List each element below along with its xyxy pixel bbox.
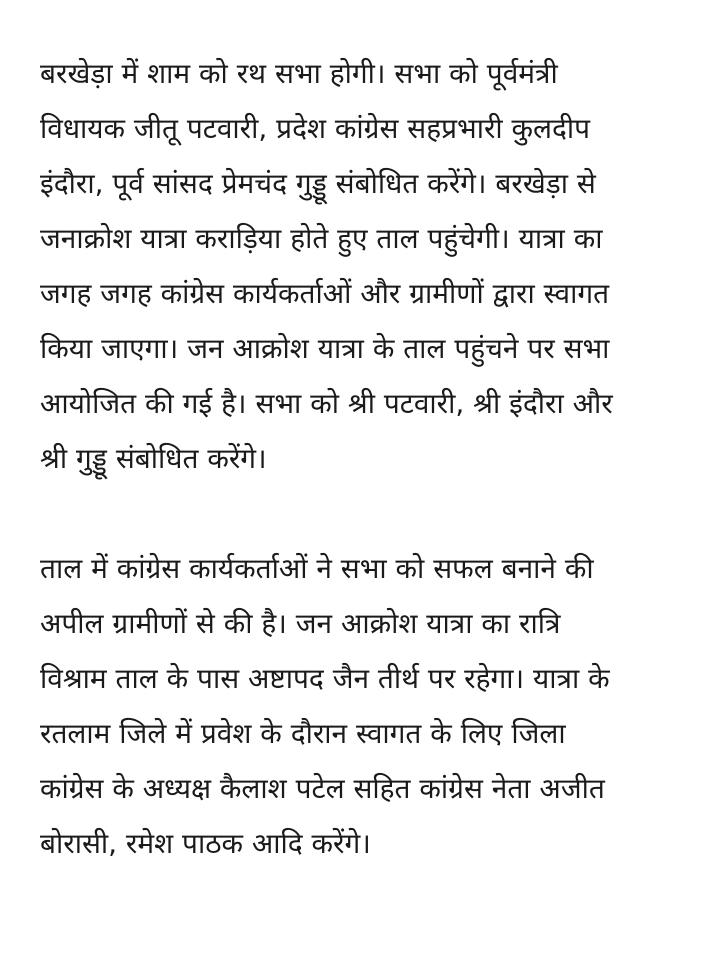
- text-line: विधायक जीतू पटवारी, प्रदेश कांग्रेस सहप्रभारी कुलदीप: [40, 112, 591, 145]
- paragraph-spacer: [40, 486, 690, 541]
- text-line: जनाक्रोश यात्रा कराड़िया होते हुए ताल पहुंचेगी। यात्रा का: [40, 222, 603, 255]
- text-line: कांग्रेस के अध्यक्ष कैलाश पटेल सहित कांग्रेस नेता अजीत: [40, 772, 605, 805]
- text-line: अपील ग्रामीणों से की है। जन आक्रोश यात्रा का रात्रि: [40, 607, 561, 640]
- text-line: बोरासी, रमेश पाठक आदि करेंगे।: [40, 827, 371, 860]
- text-line: ताल में कांग्रेस कार्यकर्ताओं ने सभा को सफल बनाने की: [40, 552, 594, 585]
- article-body: [40, 46, 690, 871]
- text-line: रतलाम जिले में प्रवेश के दौरान स्वागत के लिए जिला: [40, 717, 566, 750]
- text-line: आयोजित की गई है। सभा को श्री पटवारी, श्री इंदौरा और: [40, 387, 613, 420]
- article-paragraph-2: [40, 541, 690, 871]
- text-line: जगह जगह कांग्रेस कार्यकर्ताओं और ग्रामीणों द्वारा स्वागत: [40, 277, 610, 310]
- text-line: विश्राम ताल के पास अष्टापद जैन तीर्थ पर रहेगा। यात्रा के: [40, 662, 610, 695]
- text-line: श्री गुड्डू संबोधित करेंगे।: [40, 442, 267, 475]
- text-line: बरखेड़ा में शाम को रथ सभा होगी। सभा को पूर्वमंत्री: [40, 57, 558, 90]
- text-line: इंदौरा, पूर्व सांसद प्रेमचंद गुड्डू संबोधित करेंगे। बरखेड़ा से: [40, 167, 596, 200]
- article-paragraph-1: [40, 46, 690, 486]
- text-line: किया जाएगा। जन आक्रोश यात्रा के ताल पहुंचने पर सभा: [40, 332, 610, 365]
